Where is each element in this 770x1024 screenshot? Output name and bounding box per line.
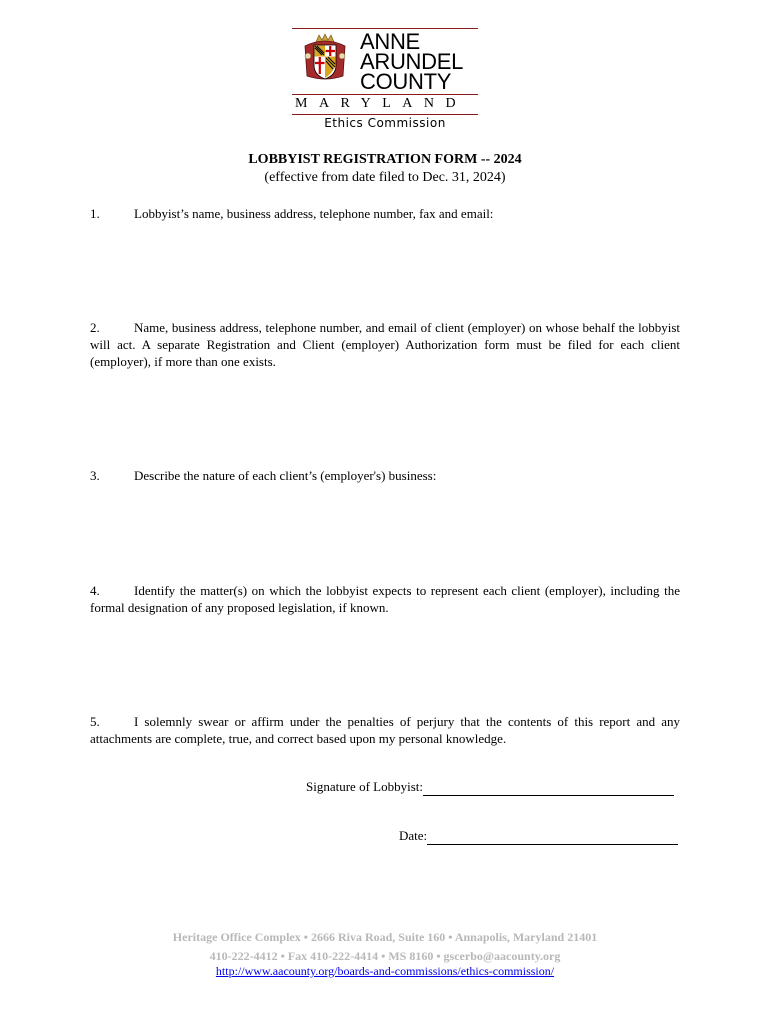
form-item-1 xyxy=(90,205,680,222)
date-row xyxy=(399,828,678,845)
county-logo xyxy=(292,28,478,134)
footer-contact: 410-222-4412 • Fax 410-222-4414 • MS 8160 • gscerbo@aacounty.org xyxy=(209,949,561,963)
item-number: 4. xyxy=(90,583,100,598)
logo-text-county: COUNTY xyxy=(360,69,452,94)
footer-url-row xyxy=(0,964,770,979)
form-item-4 xyxy=(90,582,680,616)
logo-department: Ethics Commission xyxy=(324,116,446,130)
item-number: 1. xyxy=(90,206,100,221)
form-title: LOBBYIST REGISTRATION FORM -- 2024 xyxy=(248,152,522,167)
date-label: Date: xyxy=(399,828,428,843)
county-seal-icon xyxy=(302,32,348,84)
item-number: 2. xyxy=(90,320,100,335)
logo-text-arundel: ARUNDEL xyxy=(360,49,464,74)
item-number: 3. xyxy=(90,468,100,483)
form-item-3 xyxy=(90,467,680,484)
date-line[interactable] xyxy=(427,828,678,845)
signature-label: Signature of Lobbyist: xyxy=(306,779,423,794)
item-text: I solemnly swear or affirm under the penalties of perjury that the contents of this report and any attachments are complete, true, and correct based upon my personal knowledge. xyxy=(90,714,680,746)
item-text: Lobbyist’s name, business address, telephone number, fax and email: xyxy=(134,206,494,221)
form-subtitle: (effective from date filed to Dec. 31, 2024) xyxy=(264,170,506,185)
item-text: Identify the matter(s) on which the lobbyist expects to represent each client (employer), including the formal designation of any proposed legislation, if known. xyxy=(90,583,680,615)
logo-text-maryland: MARYLAND xyxy=(295,96,468,111)
signature-row xyxy=(306,779,674,796)
logo-text-anne: ANNE xyxy=(360,29,420,54)
form-item-5 xyxy=(90,713,680,747)
signature-line[interactable] xyxy=(423,779,674,796)
ethics-commission-link[interactable]: http://www.aacounty.org/boards-and-commissions/ethics-commission/ xyxy=(215,964,555,978)
logo-bottom-rule xyxy=(292,114,478,115)
logo-mid-rule xyxy=(292,94,478,95)
item-text: Describe the nature of each client’s (employer's) business: xyxy=(134,468,437,483)
footer-address: Heritage Office Complex • 2666 Riva Road, Suite 160 • Annapolis, Maryland 21401 xyxy=(172,930,598,944)
item-text: Name, business address, telephone number, and email of client (employer) on whose behalf the lobbyist will act. A separate Registration and Client (employer) Authorization form must be filed for each client (employer), if more than one exists. xyxy=(90,320,680,369)
form-item-2 xyxy=(90,319,680,370)
item-number: 5. xyxy=(90,714,100,729)
